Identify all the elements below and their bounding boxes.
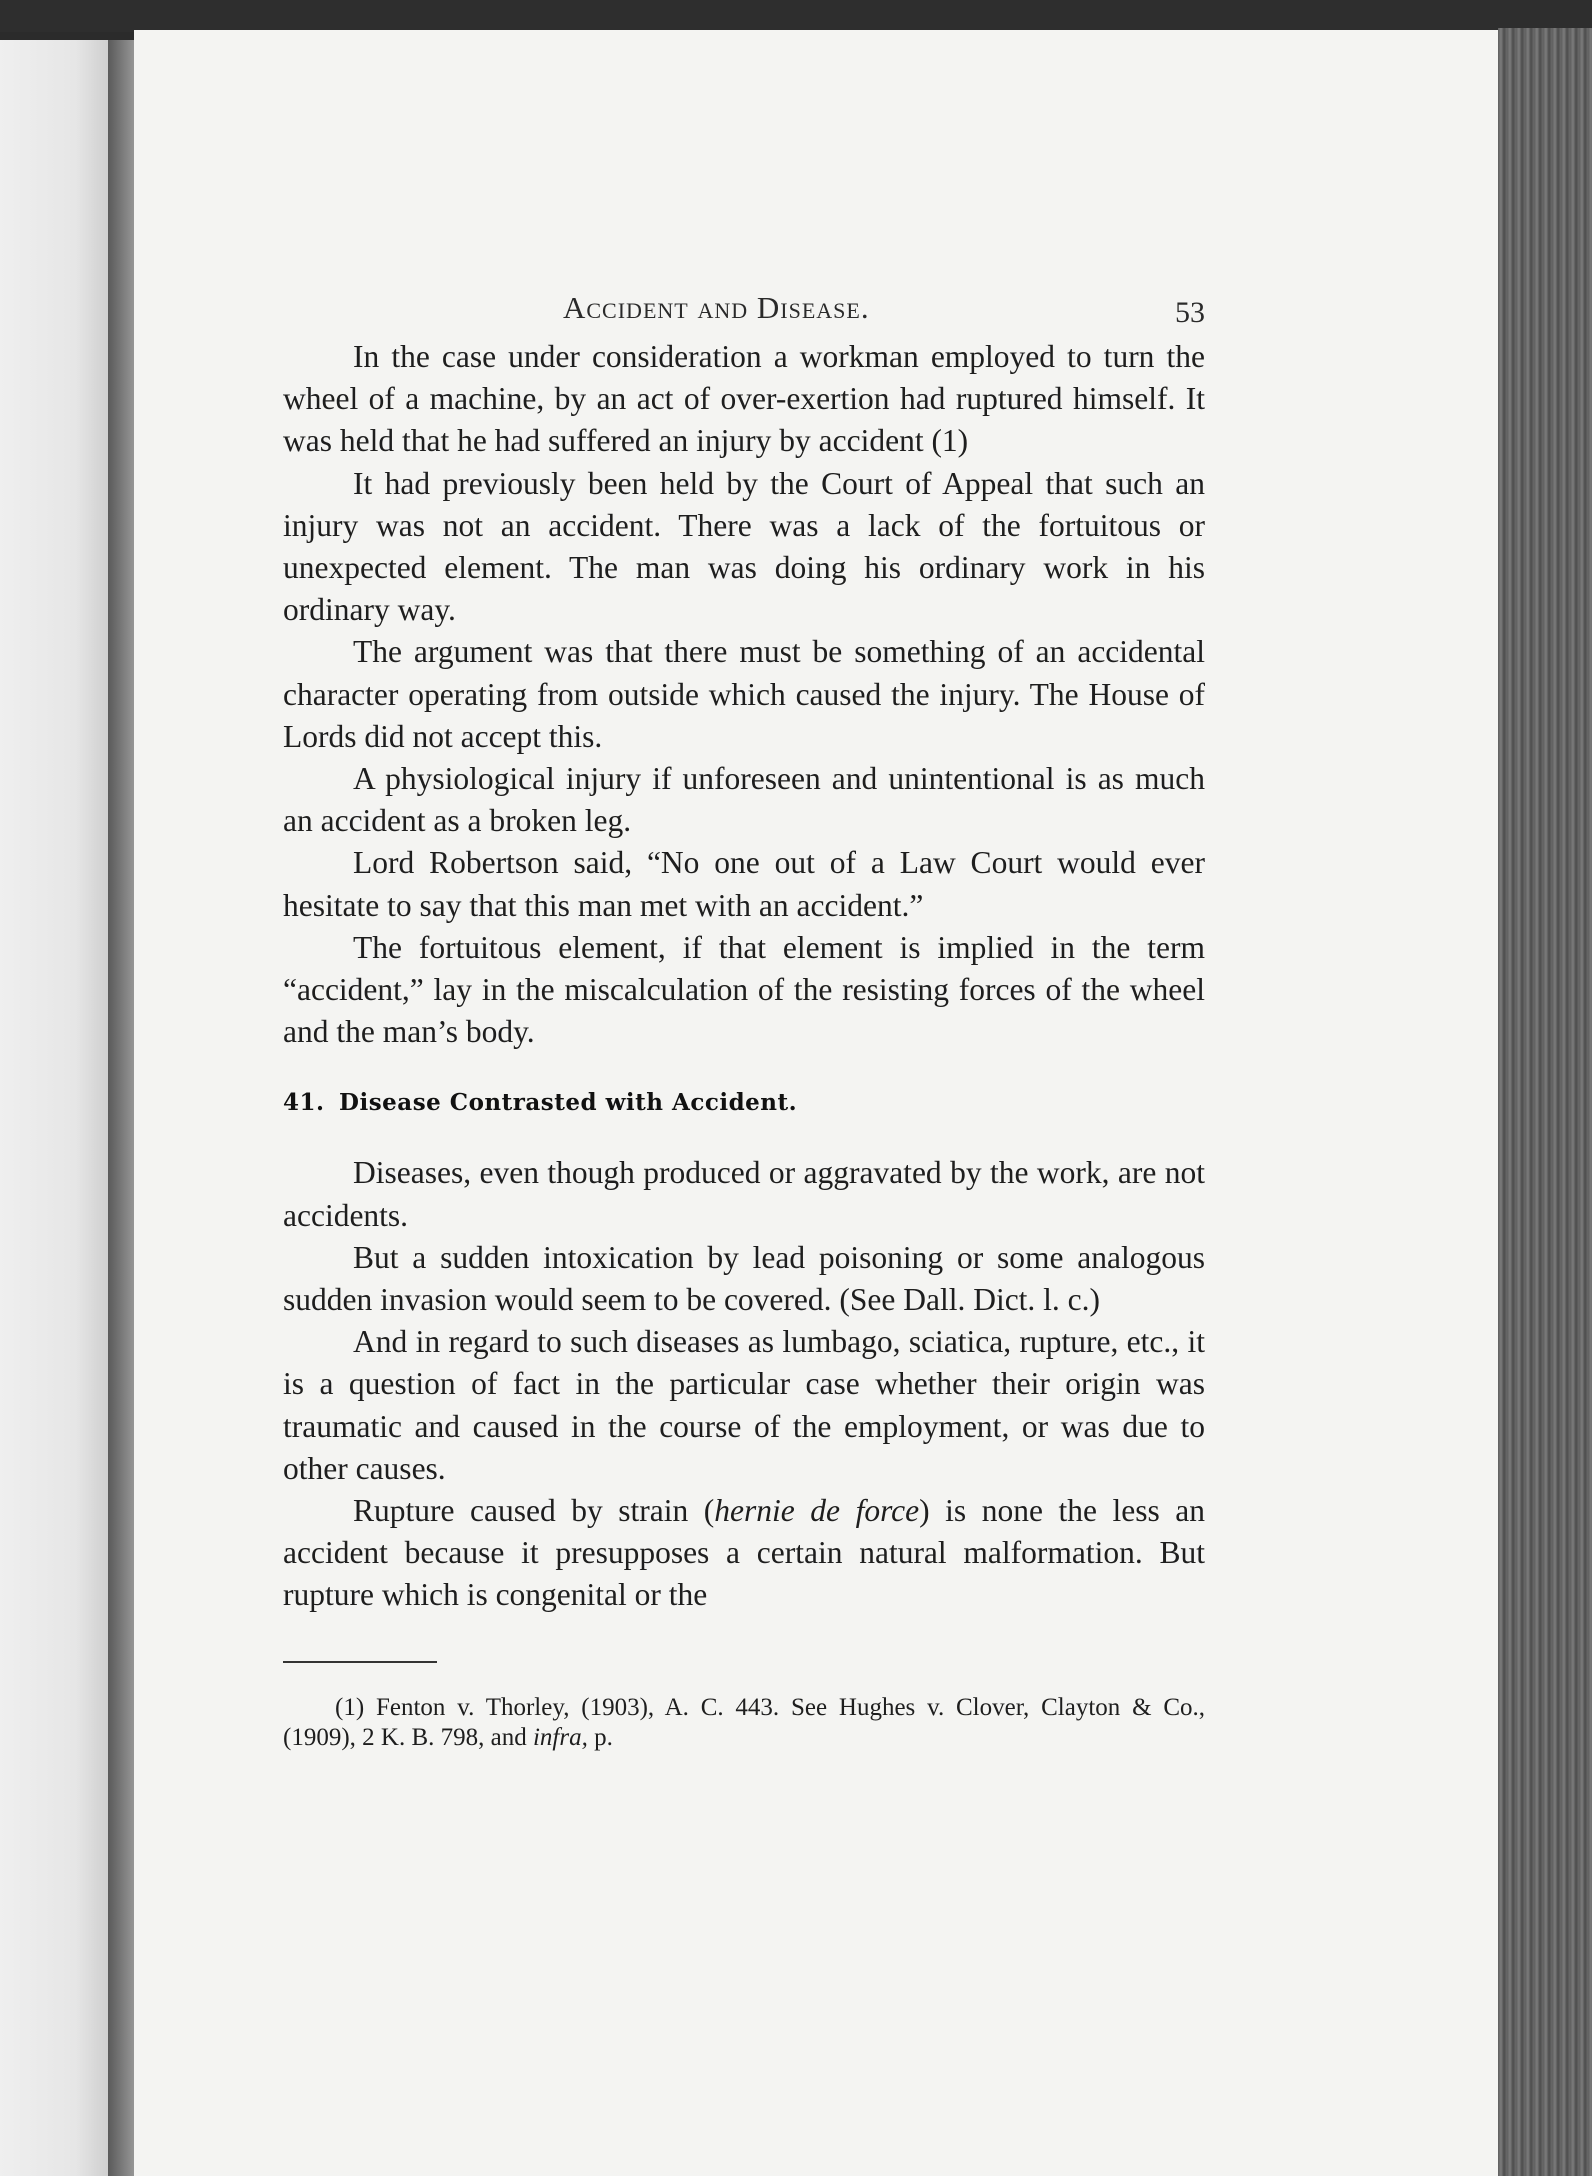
paragraph: A physiological injury if unforeseen and unintentional is as much an accident as a broken leg. [283,761,1205,839]
paragraph: Diseases, even though produced or aggravated by the work, are not accidents. [283,1155,1205,1233]
paragraph-text: ) is none the less an accident because it presupposes a certain natural malformation. But rupture which is congenital or the [283,1493,1205,1613]
section-number: 41. [283,1089,325,1117]
section-title: Disease Contrasted with Accident. [339,1089,798,1117]
paragraph: And in regard to such diseases as lumbago, sciatica, rupture, etc., it is a question of fact in the particular case whether their origin was traumatic and caused in the course of the employment, or was due to other causes. [283,1324,1205,1486]
facing-page-edge [0,40,108,2176]
running-head [283,280,1205,336]
paragraph: But a sudden intoxication by lead poisoning or some analogous sudden invasion would seem to be covered. (See Dall. Dict. l. c.) [283,1239,1205,1318]
running-title: Accident and Disease. [563,290,870,325]
footnote [283,1693,1205,1753]
paragraph-text: Rupture caused by strain ( [353,1493,715,1529]
page-stack-edge [1498,28,1592,2176]
paragraph: The fortuitous element, if that element is implied in the term “accident,” lay in the miscalculation of the resisting forces of the wheel and the man’s body. [283,929,1205,1050]
italic-term: hernie de force [714,1493,920,1529]
paragraph: In the case under consideration a workman employed to turn the wheel of a machine, by an act of over-exertion had ruptured himself. It was held that he had suffered an injury by accident (1) [283,339,1205,459]
footnote-text-end: p. [587,1723,613,1751]
section-heading [283,1089,1205,1116]
paragraph: Lord Robertson said, “No one out of a Law Court would ever hesitate to say that this man met with an accident.” [283,845,1205,923]
paragraph: The argument was that there must be something of an accidental character operating from outside which caused the injury. The House of Lords did not accept this. [283,634,1205,754]
page-text [283,280,1205,1778]
footnote-italic: infra, [532,1723,588,1751]
footnote-rule [283,1661,437,1663]
paragraph [283,1490,1205,1617]
page-number: 53 [1175,296,1205,329]
footnote-text: (1) Fenton v. Thorley, (1903), A. C. 443. See Hughes v. Clover, Clayton & Co., (1909), 2 K. B. 798, and [283,1693,1205,1751]
book-gutter [108,40,136,2176]
paragraph: It had previously been held by the Court of Appeal that such an injury was not an accident. There was a lack of the fortuitous or unexpected element. The man was doing his ordinary work in his ordinary way. [283,465,1205,628]
scanner-top-border [0,0,1592,32]
